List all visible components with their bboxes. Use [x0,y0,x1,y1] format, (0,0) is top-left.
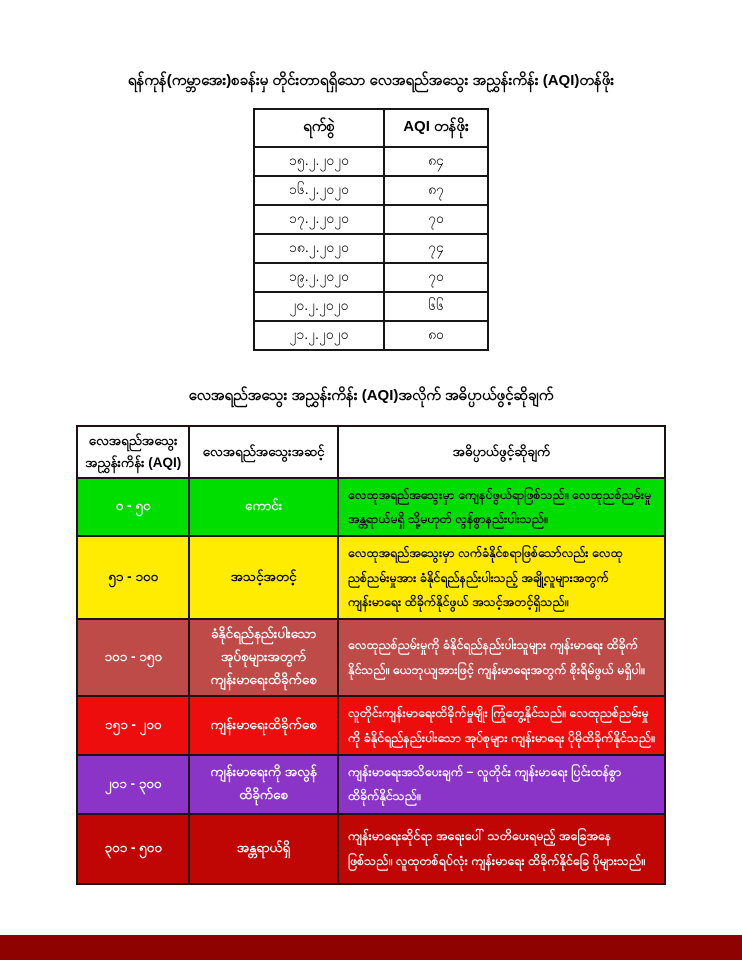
quality-level-cell: ကျန်းမာရေးကို အလွန်ထိခိုက်စေ [189,755,338,814]
aqi-value-cell: ၇၄ [384,234,488,263]
table-row [254,176,488,205]
date-cell: ၁၇.၂.၂၀၂၀ [254,205,384,234]
aqi-range-cell: ၁၀၁ - ၁၅၀ [77,619,189,696]
date-column-header: ရက်စွဲ [254,109,384,147]
quality-level-cell: အသင့်အတင့် [189,536,338,619]
aqi-band-row-very-unhealthy [77,755,665,814]
table-row [254,205,488,234]
definition-cell: ကျန်းမာရေးဆိုင်ရာ အရေးပေါ် သတိပေးရမည့် အခြေအနေဖြစ်သည်။ လူထုတစ်ရပ်လုံး ကျန်းမာရေး ထိခိုက်နိုင်ခြေ ပိုများသည်။ [338,814,665,884]
aqi-band-row-unhealthy-sensitive [77,619,665,696]
quality-level-cell: အန္တရာယ်ရှိ [189,814,338,884]
definitions-header-row [77,426,665,478]
quality-level-column-header: လေအရည်အသွေးအဆင့် [189,426,338,478]
table-row [254,263,488,292]
daily-aqi-header-row [254,109,488,147]
table-row [254,147,488,176]
date-cell: ၂၁.၂.၂၀၂၀ [254,321,384,350]
aqi-value-cell: ၇၀ [384,263,488,292]
aqi-definitions-table [76,425,666,885]
quality-level-cell: ကောင်း [189,478,338,537]
footer-color-bar [0,935,742,960]
quality-level-cell: ခံနိုင်ရည်နည်းပါးသော အုပ်စုများအတွက် ကျန်းမာရေးထိခိုက်စေ [189,619,338,696]
quality-level-cell: ကျန်းမာရေးထိခိုက်စေ [189,696,338,755]
aqi-band-row-hazardous [77,814,665,884]
date-cell: ၁၉.၂.၂၀၂၀ [254,263,384,292]
table-row [254,321,488,350]
daily-aqi-table [253,108,489,351]
definition-cell: ကျန်းမာရေးအသိပေးချက် – လူတိုင်း ကျန်းမာရေး ပြင်းထန်စွာ ထိခိုက်နိုင်သည်။ [338,755,665,814]
aqi-value-cell: ၆၆ [384,292,488,321]
table-row [254,292,488,321]
definition-cell: လေထုညစ်ညမ်းမှုကို ခံနိုင်ရည်နည်းပါးသူများ ကျန်းမာရေး ထိခိုက်နိုင်သည်။ ယေဘုယျအားဖြင့် ကျန်းမာရေးအတွက် စိုးရိမ်ဖွယ် မရှိပါ။ [338,619,665,696]
aqi-band-row-good [77,478,665,537]
aqi-range-cell: ၂၀၁ - ၃၀၀ [77,755,189,814]
definition-cell: လေထုအရည်အသွေးမှာ ကျေနပ်ဖွယ်ရာဖြစ်သည်။ လေထုညစ်ညမ်းမှုအန္တရာယ်မရှိ သို့မဟုတ် လွန်စွာနည်းပါးသည်။ [338,478,665,537]
aqi-range-cell: ၅၁ - ၁၀၀ [77,536,189,619]
aqi-band-row-unhealthy [77,696,665,755]
report-title: ရန်ကုန်(ကမ္ဘာအေး)စခန်းမှ တိုင်းတာရရှိသော လေအရည်အသွေး အညွှန်းကိန်း (AQI)တန်ဖိုး [127,72,615,89]
definitions-title: လေအရည်အသွေး အညွှန်းကိန်း (AQI)အလိုက် အဓိပ္ပာယ်ဖွင့်ဆိုချက် [188,386,554,404]
table-row [254,234,488,263]
aqi-index-column-header: လေအရည်အသွေး အညွှန်းကိန်း (AQI) [77,426,189,478]
aqi-value-cell: ၈၇ [384,176,488,205]
date-cell: ၂၀.၂.၂၀၂၀ [254,292,384,321]
aqi-band-row-moderate [77,536,665,619]
aqi-value-cell: ၈၄ [384,147,488,176]
date-cell: ၁၅.၂.၂၀၂၀ [254,147,384,176]
aqi-range-cell: ၃၀၁ - ၅၀၀ [77,814,189,884]
definition-column-header: အဓိပ္ပာယ်ဖွင့်ဆိုချက် [338,426,665,478]
aqi-value-column-header: AQI တန်ဖိုး [384,109,488,147]
definition-cell: လေထုအရည်အသွေးမှာ လက်ခံနိုင်စရာဖြစ်သော်လည်း လေထုညစ်ညမ်းမှုအား ခံနိုင်ရည်နည်းပါးသည့် အချို့လူများအတွက် ကျန်းမာရေး ထိခိုက်နိုင်ဖွယ် အသင့်အတင့်ရှိသည်။ [338,536,665,619]
aqi-value-cell: ၈၀ [384,321,488,350]
aqi-value-cell: ၇၀ [384,205,488,234]
aqi-range-cell: ၀ - ၅၀ [77,478,189,537]
date-cell: ၁၆.၂.၂၀၂၀ [254,176,384,205]
aqi-range-cell: ၁၅၁ - ၂၀၀ [77,696,189,755]
date-cell: ၁၈.၂.၂၀၂၀ [254,234,384,263]
definition-cell: လူတိုင်းကျန်းမာရေးထိခိုက်မှုမျိုး ကြုံတွေ့နိုင်သည်။ လေထုညစ်ညမ်းမှုကို ခံနိုင်ရည်နည်းပါးသော အုပ်စုများ ကျန်းမာရေး ပိုမိုထိခိုက်နိုင်သည်။ [338,696,665,755]
